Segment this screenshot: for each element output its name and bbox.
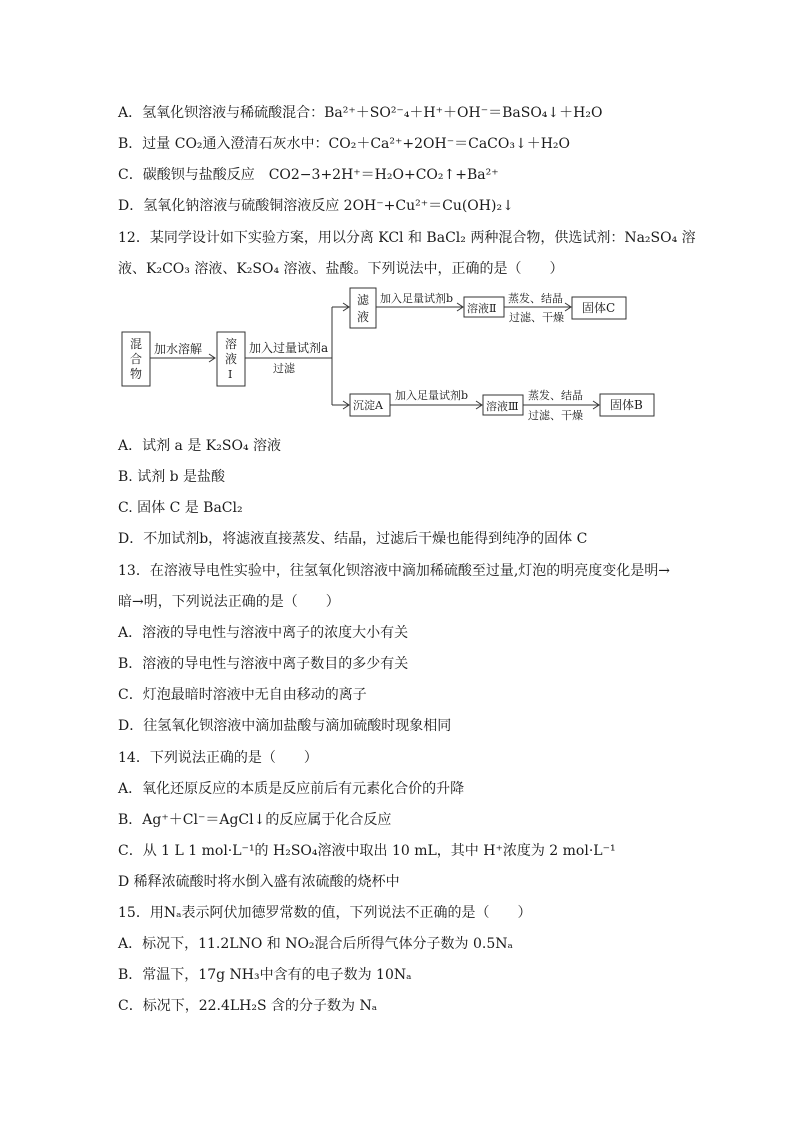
q13-option-b: B．溶液的导电性与溶液中离子数目的多少有关 xyxy=(118,656,409,672)
flow-mixture-char2: 合 xyxy=(130,352,143,366)
q12-option-d: D．不加试剂b，将滤液直接蒸发、结晶，过滤后干燥也能得到纯净的固体 C xyxy=(118,531,588,547)
q14-stem: 14．下列说法正确的是（ ） xyxy=(118,750,318,766)
q13-option-d: D．往氢氧化钡溶液中滴加盐酸与滴加硫酸时现象相同 xyxy=(118,718,452,734)
q14-option-a: A．氧化还原反应的本质是反应前后有元素化合价的升降 xyxy=(118,781,465,797)
q12-stem-line1: 12．某同学设计如下实验方案，用以分离 KCl 和 BaCl₂ 两种混合物，供选试剂：Na₂SO₄ 溶 xyxy=(118,230,696,246)
q14-option-c: C．从 1 L 1 mol·L⁻¹的 H₂SO₄溶液中取出 10 mL，其中 H⁺浓度为 2 mol·L⁻¹ xyxy=(118,843,616,859)
q14-option-b: B．Ag⁺＋Cl⁻＝AgCl↓的反应属于化合反应 xyxy=(118,812,392,828)
q12-option-c: C. 固体 C 是 BaCl₂ xyxy=(118,500,243,516)
q15-option-c: C．标况下，22.4LH₂S 含的分子数为 Nₐ xyxy=(118,998,378,1014)
flow-step4-bottom: 过滤、干燥 xyxy=(509,311,564,324)
flow-mixture-char3: 物 xyxy=(130,367,143,381)
q15-option-b: B．常温下，17g NH₃中含有的电子数为 10Nₐ xyxy=(118,967,412,983)
q12-flowchart xyxy=(118,282,758,427)
flow-solution3-label: 溶液Ⅲ xyxy=(486,400,519,413)
flow-precipitateA-label: 沉淀A xyxy=(353,399,383,412)
q11-option-a: A．氢氧化钡溶液与稀硫酸混合：Ba²⁺＋SO²⁻₄＋H⁺＋OH⁻＝BaSO₄↓＋H₂O xyxy=(118,105,603,121)
q12-option-b: B. 试剂 b 是盐酸 xyxy=(118,469,226,485)
flow-mixture-char1: 混 xyxy=(130,337,143,351)
flow-solution1-char3: I xyxy=(228,368,233,381)
q13-option-c: C．灯泡最暗时溶液中无自由移动的离子 xyxy=(118,687,367,703)
q12-option-a: A．试剂 a 是 K₂SO₄ 溶液 xyxy=(118,438,282,454)
flow-solidB-label: 固体B xyxy=(610,398,643,412)
flow-step3-label: 加入足量试剂b xyxy=(380,292,454,305)
flow-filtrate-char2: 液 xyxy=(357,310,370,324)
flow-step6-bottom: 过滤、干燥 xyxy=(528,409,583,422)
flow-solution2-label: 溶液Ⅱ xyxy=(467,302,497,315)
flow-step6-top: 蒸发、结晶 xyxy=(528,389,583,402)
q11-option-d: D．氢氧化钠溶液与硫酸铜溶液反应 2OH⁻+Cu²⁺＝Cu(OH)₂↓ xyxy=(118,198,514,214)
flow-step2-bottom: 过滤 xyxy=(273,362,295,375)
flow-step2-top: 加入过量试剂a xyxy=(249,341,329,355)
q15-option-a: A．标况下，11.2LNO 和 NO₂混合后所得气体分子数为 0.5Nₐ xyxy=(118,936,513,952)
q13-option-a: A．溶液的导电性与溶液中离子的浓度大小有关 xyxy=(118,625,409,641)
flow-step1-label: 加水溶解 xyxy=(154,342,203,356)
q14-option-d: D 稀释浓硫酸时将水倒入盛有浓硫酸的烧杯中 xyxy=(118,874,400,890)
flow-solution1-char2: 液 xyxy=(225,352,238,366)
q11-option-c: C．碳酸钡与盐酸反应 CO2−3+2H⁺＝H₂O+CO₂↑+Ba²⁺ xyxy=(118,167,499,183)
flow-solidC-label: 固体C xyxy=(582,301,616,315)
flow-filtrate-char1: 滤 xyxy=(357,293,370,307)
q15-stem: 15．用Nₐ表示阿伏加德罗常数的值，下列说法不正确的是（ ） xyxy=(118,905,532,921)
flow-solution1-char1: 溶 xyxy=(225,337,238,351)
q13-stem-line2: 暗→明，下列说法正确的是（ ） xyxy=(118,594,340,610)
q12-stem-line2: 液、K₂CO₃ 溶液、K₂SO₄ 溶液、盐酸。下列说法中，正确的是（ ） xyxy=(118,261,564,277)
flow-step5-label: 加入足量试剂b xyxy=(395,389,469,402)
flow-step4-top: 蒸发、结晶 xyxy=(508,292,563,305)
q13-stem-line1: 13．在溶液导电性实验中，往氢氧化钡溶液中滴加稀硫酸至过量,灯泡的明亮度变化是明→ xyxy=(118,563,670,579)
q11-option-b: B．过量 CO₂通入澄清石灰水中：CO₂＋Ca²⁺+2OH⁻＝CaCO₃↓＋H₂O xyxy=(118,136,571,152)
